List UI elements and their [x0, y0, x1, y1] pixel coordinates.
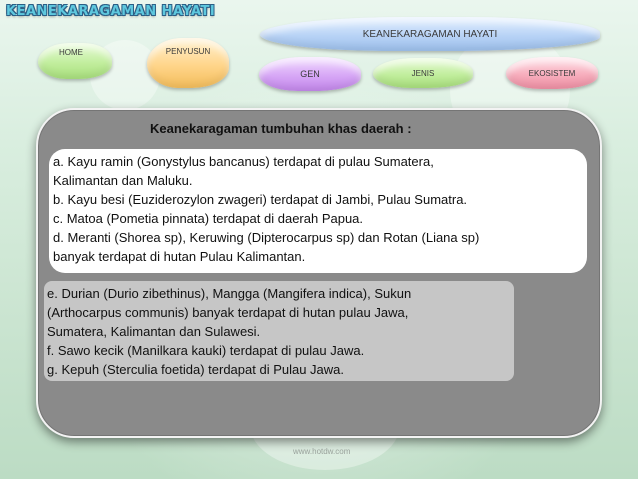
- nav-ekosistem-label: EKOSISTEM: [528, 68, 576, 78]
- plant-list-line: f. Sawo kecik (Manilkara kauki) terdapat di pulau Jawa.: [47, 343, 365, 358]
- plant-list-line: e. Durian (Durio zibethinus), Mangga (Mangifera indica), Sukun: [47, 286, 412, 301]
- nav-gen-button[interactable]: [259, 57, 361, 91]
- nav-penyusun-button[interactable]: [147, 38, 229, 88]
- nav-home-label: HOME: [59, 47, 83, 57]
- nav-jenis-label: JENIS: [411, 68, 435, 78]
- nav-ekosistem-button[interactable]: [506, 57, 598, 89]
- plant-list-line: Sumatera, Kalimantan dan Sulawesi.: [47, 324, 261, 339]
- plant-list-line: g. Kepuh (Sterculia foetida) terdapat di Pulau Jawa.: [47, 362, 345, 377]
- nav-home-button[interactable]: [38, 43, 112, 79]
- plant-list-line: Kalimantan dan Maluku.: [53, 173, 193, 188]
- site-title: KEANEKARAGAMAN HAYATI: [6, 4, 216, 19]
- watermark: www.hotdw.com: [293, 447, 351, 456]
- nav-topic-button[interactable]: [260, 17, 600, 51]
- nav-penyusun-label: PENYUSUN: [165, 46, 211, 56]
- plant-list-line: b. Kayu besi (Euziderozylon zwageri) terdapat di Jambi, Pulau Sumatra.: [53, 192, 468, 207]
- content-heading: Keanekaragaman tumbuhan khas daerah :: [150, 121, 412, 136]
- plant-list-line: d. Meranti (Shorea sp), Keruwing (Dipterocarpus sp) dan Rotan (Liana sp): [53, 230, 480, 245]
- plant-list-line: c. Matoa (Pometia pinnata) terdapat di daerah Papua.: [53, 211, 364, 226]
- nav-gen-label: GEN: [300, 69, 320, 79]
- nav-topic-label: KEANEKARAGAMAN HAYATI: [362, 28, 498, 40]
- nav-jenis-button[interactable]: [373, 58, 473, 88]
- plant-list-line: (Arthocarpus communis) banyak terdapat di hutan pulau Jawa,: [47, 305, 409, 320]
- plant-list-line: a. Kayu ramin (Gonystylus bancanus) terdapat di pulau Sumatera,: [53, 154, 434, 169]
- plant-list-line: banyak terdapat di hutan Pulau Kalimantan.: [53, 249, 306, 264]
